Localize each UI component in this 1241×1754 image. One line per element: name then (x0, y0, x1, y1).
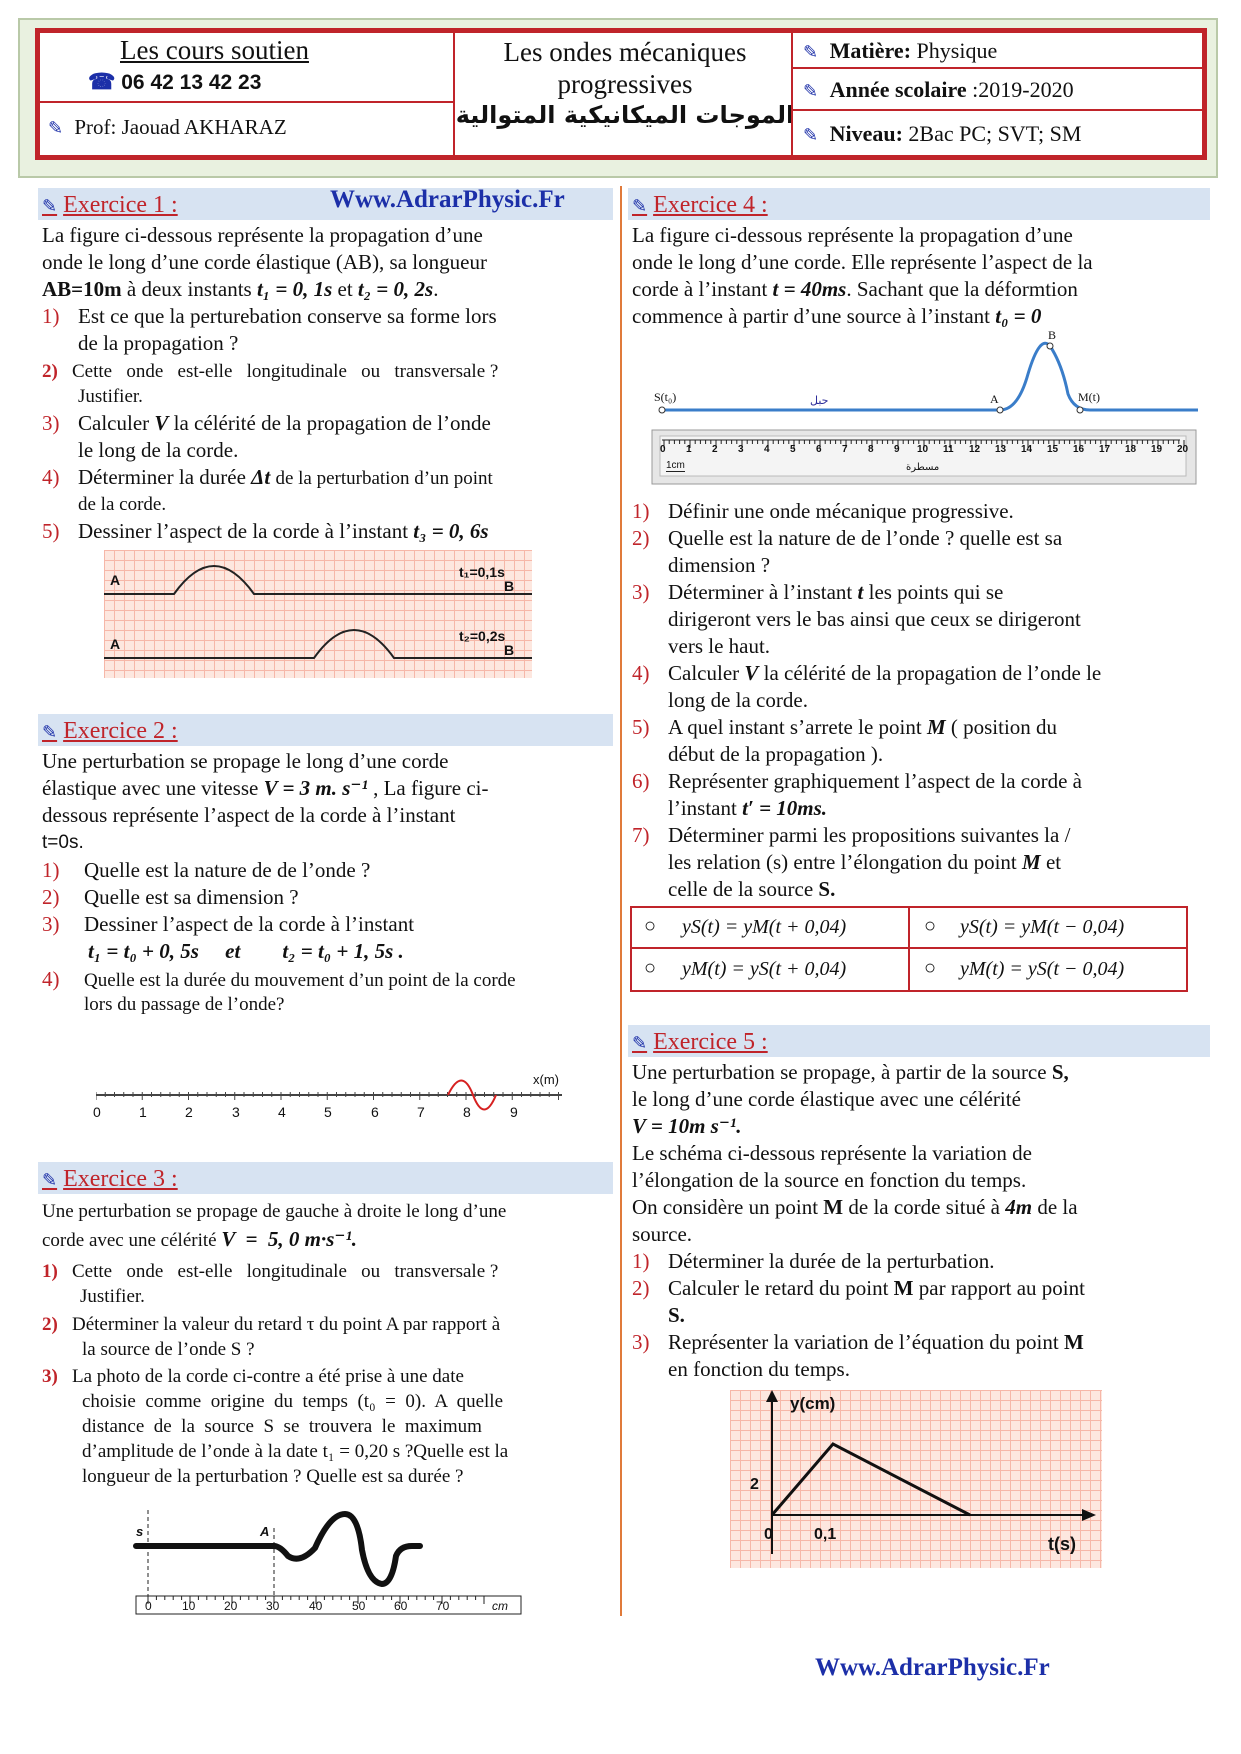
option-cell[interactable] (910, 949, 1186, 990)
ex3-q1: 1) Cette onde est-elle longitudinale ou transversale ? (42, 1261, 499, 1282)
site-link-top[interactable]: Www.AdrarPhysic.Fr (330, 186, 565, 213)
ex5-y-label: y(cm) (790, 1394, 836, 1413)
ex2-figure (93, 1072, 574, 1128)
ex5-q2: 2) Calculer le retard du point M par rapport au point (632, 1276, 1085, 1300)
option-label: yM(t) = yS(t − 0,04) (960, 958, 1125, 980)
niveau-value: 2Bac PC; SVT; SM (908, 121, 1082, 146)
ex4-ruler-label: مسطرة (906, 462, 940, 473)
ex5-figure (730, 1390, 1102, 1568)
ex4-tick: 16 (1073, 444, 1085, 455)
ex4-S: S(t₀) (654, 390, 677, 404)
ex2-title: ✎ Exercice 2 : (42, 718, 178, 744)
ex4-A: A (990, 392, 999, 406)
ex4-tick-labels (650, 444, 1198, 458)
course-title: Les cours soutien (120, 35, 309, 65)
ex5-tick-0: 0 (764, 1526, 773, 1543)
option-label: yM(t) = yS(t + 0,04) (682, 958, 847, 980)
option-label: yS(t) = yM(t − 0,04) (960, 916, 1125, 938)
ex4-tick: 1 (686, 444, 692, 455)
ex4-q3d: vers le haut. (668, 634, 771, 658)
ex4-tick: 14 (1021, 444, 1033, 455)
ex3-q1b: Justifier. (80, 1286, 145, 1307)
ex2-tick: 9 (510, 1104, 518, 1120)
ex4-title: ✎ Exercice 4 : (632, 192, 768, 218)
ex4-tick: 20 (1177, 444, 1189, 455)
annee-label: Année scolaire (829, 77, 967, 102)
ex3-l2: corde avec une célérité V = 5, 0 m·s⁻¹. (42, 1227, 358, 1251)
ex4-tick: 2 (712, 444, 718, 455)
ex2-l3: dessous représente l’aspect de la corde à l’instant (42, 803, 456, 827)
ex3-A: A (260, 1524, 270, 1539)
ex3-title: ✎ Exercice 3 : (42, 1166, 178, 1192)
ex2-tick: 3 (232, 1104, 240, 1120)
ex5-title: ✎ Exercice 5 : (632, 1029, 768, 1055)
option-cell[interactable] (632, 908, 910, 949)
ex4-tick: 11 (943, 444, 954, 455)
ex5-l4: Le schéma ci-dessous représente la variation de (632, 1141, 1032, 1165)
ex1-q2b: Justifier. (78, 386, 143, 407)
radio-icon[interactable]: ○ (644, 915, 657, 937)
prof-name: Jaouad AKHARAZ (121, 115, 287, 139)
ex3-tick-labels (130, 1599, 530, 1615)
ex1-intro3: AB=10m à deux instants t₁ = 0, 1s et t₂ = 0, 2s. (42, 277, 439, 301)
ex4-B: B (1048, 328, 1057, 342)
ex4-tick: 18 (1125, 444, 1137, 455)
prof-cell (38, 101, 455, 157)
header-box (35, 28, 1207, 160)
ex3-q3e: longueur de la perturbation ? Quelle est sa durée ? (82, 1466, 464, 1487)
ex5-graph-svg (730, 1390, 1102, 1568)
ex4-tick: 7 (842, 444, 848, 455)
ex4-q3c: dirigeront vers le bas ainsi que ceux se dirigeront (668, 607, 1081, 631)
ex4-q2b: dimension ? (668, 553, 771, 577)
ex3-figure (130, 1500, 530, 1620)
pencil-icon: ✎ (803, 42, 819, 62)
ex4-tick: 13 (995, 444, 1007, 455)
ex4-cm: 1cm (666, 460, 685, 471)
radio-icon[interactable]: ○ (924, 957, 937, 979)
pencil-icon: ✎ (632, 1033, 648, 1053)
ex2-tick: 1 (139, 1104, 147, 1120)
ex4-l3: corde à l’instant t = 40ms. Sachant que la déformtion (632, 277, 1078, 301)
ex2-q2: 2) Quelle est sa dimension ? (42, 885, 299, 909)
ex2-q3: 3) Dessiner l’aspect de la corde à l’instant (42, 912, 415, 936)
ex4-q6b: l’instant t′ = 10ms. (668, 796, 828, 820)
ex5-l6: On considère un point M de la corde situé à 4m de la (632, 1195, 1078, 1219)
ex2-tick: 6 (371, 1104, 379, 1120)
annee (803, 77, 1074, 103)
ex4-options-table (630, 906, 1188, 992)
ex5-q3c: en fonction du temps. (668, 1357, 850, 1381)
ex2-tick-labels (93, 1104, 574, 1124)
ex2-q4b: lors du passage de l’onde? (84, 994, 285, 1015)
ex2-tick: 0 (93, 1104, 101, 1120)
ex4-l2: onde le long d’une corde. Elle représente l’aspect de la (632, 250, 1093, 274)
ex1-figure (104, 550, 532, 678)
ex5-l3: V = 10m s⁻¹. (632, 1114, 742, 1138)
ex4-tick: 0 (660, 444, 666, 455)
ex3-tick: 10 (182, 1599, 196, 1613)
ex4-tick: 17 (1099, 444, 1111, 455)
ex5-tick-01: 0,1 (814, 1526, 837, 1543)
ex4-tick: 15 (1047, 444, 1059, 455)
ex1-q4: 4) Déterminer la durée Δt de la perturbation d’un point (42, 465, 493, 489)
ex1-A2: A (110, 636, 121, 652)
ex2-l4: t=0s. (42, 832, 84, 853)
ex4-q4: 4) Calculer V la célérité de la propagation de l’onde le (632, 661, 1102, 685)
title-arabic: الموجات الميكانيكية المتوالية (455, 101, 795, 129)
pencil-icon: ✎ (48, 118, 64, 138)
ex1-q4c: de la corde. (78, 494, 167, 515)
annee-value: :2019-2020 (972, 77, 1074, 102)
annee-cell (791, 67, 1204, 111)
ex4-rope-label: حبل (810, 394, 829, 407)
ex2-q3b: t₁ = t₀ + 0, 5s et t₂ = t₀ + 1, 5s . (88, 939, 404, 963)
ex4-q6: 6) Représenter graphiquement l’aspect de la corde à (632, 769, 1082, 793)
ex3-tick: 20 (224, 1599, 238, 1613)
radio-icon[interactable]: ○ (924, 915, 937, 937)
ex5-q2d: S. (668, 1303, 685, 1327)
ex2-l1: Une perturbation se propage le long d’une corde (42, 749, 449, 773)
site-link-bottom[interactable]: Www.AdrarPhysic.Fr (815, 1654, 1050, 1681)
ex3-unit: cm (492, 1599, 508, 1613)
matiere (803, 38, 997, 64)
ex3-l1: Une perturbation se propage de gauche à droite le long d’une (42, 1201, 507, 1222)
ex4-tick: 3 (738, 444, 744, 455)
option-label: yS(t) = yM(t + 0,04) (682, 916, 847, 938)
ex4-q7b: les relation (s) entre l’élongation du point M et (668, 850, 1062, 874)
course-cell (38, 31, 455, 103)
option-cell[interactable] (910, 908, 1186, 949)
ex1-B1: B (504, 578, 515, 594)
ex5-l7: source. (632, 1222, 693, 1246)
ex3-q3c: distance de la source S se trouvera le maximum (82, 1416, 482, 1437)
ex3-tick: 50 (352, 1599, 366, 1613)
pencil-icon: ✎ (803, 81, 819, 101)
ex1-q1: 1) Est ce que la perturebation conserve sa forme lors (42, 304, 497, 328)
phone (88, 69, 261, 95)
ex5-l1: Une perturbation se propage, à partir de la source S, (632, 1060, 1069, 1084)
ex3-tick: 0 (145, 1599, 152, 1613)
ex2-tick: 5 (324, 1104, 332, 1120)
ex1-t2: t₂=0,2s (459, 628, 506, 644)
pencil-icon: ✎ (632, 196, 648, 216)
ex4-tick: 12 (969, 444, 981, 455)
ex5-tick-2: 2 (750, 1476, 759, 1493)
niveau-cell (791, 109, 1204, 157)
ex1-q5: 5) Dessiner l’aspect de la corde à l’instant t₃ = 0, 6s (42, 519, 489, 543)
phone-icon: ☎ (88, 69, 116, 94)
ex4-l1: La figure ci-dessous représente la propagation d’une (632, 223, 1073, 247)
ex3-q3: 3) La photo de la corde ci-contre a été prise à une date (42, 1366, 464, 1387)
ex4-M: M(t) (1078, 390, 1100, 404)
ex3-tick: 70 (436, 1599, 450, 1613)
ex3-q3b: choisie comme origine du temps (t₀ = 0). A quelle (82, 1391, 504, 1412)
ex1-q3b: le long de la corde. (78, 438, 239, 462)
option-cell[interactable] (632, 949, 910, 990)
ex5-q3: 3) Représenter la variation de l’équation du point M (632, 1330, 1084, 1354)
ex4-q4b: long de la corde. (668, 688, 808, 712)
ex1-t1: t₁=0,1s (459, 564, 505, 580)
ex2-q4: 4) Quelle est la durée du mouvement d’un point de la corde (42, 967, 516, 991)
phone-number: 06 42 13 42 23 (121, 71, 262, 94)
pencil-icon: ✎ (42, 1170, 58, 1190)
ex4-q7d: celle de la source S. (668, 877, 836, 901)
title-line2: progressives (557, 69, 693, 99)
title-line1: Les ondes mécaniques (503, 37, 747, 67)
niveau-label: Niveau: (829, 121, 903, 146)
ex1-B2: B (504, 642, 515, 658)
ex4-tick: 19 (1151, 444, 1163, 455)
ex3-q2: 2) Déterminer la valeur du retard τ du point A par rapport à (42, 1314, 501, 1335)
ex4-q7: 7) Déterminer parmi les propositions suivantes la / (632, 823, 1071, 847)
ex4-q2: 2) Quelle est la nature de de l’onde ? quelle est sa (632, 526, 1063, 550)
ex4-q1: 1) Définir une onde mécanique progressive. (632, 499, 1014, 523)
ex4-tick: 10 (917, 444, 929, 455)
ex4-tick: 4 (764, 444, 770, 455)
ex1-title: ✎ Exercice 1 : (42, 192, 178, 218)
ex4-q5c: début de la propagation ). (668, 742, 884, 766)
ex4-tick: 6 (816, 444, 822, 455)
matiere-cell (791, 31, 1204, 69)
ex3-q2b: la source de l’onde S ? (82, 1339, 255, 1360)
ex2-l2: élastique avec une vitesse V = 3 m. s⁻¹ , La figure ci- (42, 776, 489, 800)
ex2-tick: 4 (278, 1104, 286, 1120)
prof (48, 115, 287, 140)
pencil-icon: ✎ (42, 196, 58, 216)
matiere-label: Matière: (829, 38, 912, 63)
ex3-q3d: d’amplitude de l’onde à la date t₁ = 0,20 s ?Quelle est la (82, 1441, 509, 1462)
ex3-s: s (136, 1524, 144, 1539)
ex1-intro1: La figure ci-dessous représente la propagation d’une (42, 223, 483, 247)
pencil-icon: ✎ (803, 125, 819, 145)
ex1-intro2: onde le long d’une corde élastique (AB), sa longueur (42, 250, 487, 274)
ex2-axis-label: x(m) (533, 1072, 559, 1087)
ex2-q1: 1) Quelle est la nature de de l’onde ? (42, 858, 371, 882)
ex3-tick: 30 (266, 1599, 280, 1613)
radio-icon[interactable]: ○ (644, 957, 657, 979)
prof-label: Prof: (74, 115, 117, 139)
title-cell (453, 31, 793, 157)
ex2-tick: 8 (463, 1104, 471, 1120)
matiere-value: Physique (916, 38, 998, 63)
ex4-tick: 5 (790, 444, 796, 455)
ex4-tick: 8 (868, 444, 874, 455)
ex5-l2: le long d’une corde élastique avec une célérité (632, 1087, 1021, 1111)
ex2-tick: 2 (185, 1104, 193, 1120)
ex4-figure (650, 328, 1198, 486)
ex1-q2: 2) Cette onde est-elle longitudinale ou transversale ? (42, 361, 499, 382)
pencil-icon: ✎ (42, 722, 58, 742)
ex1-q3: 3) Calculer V la célérité de la propagation de l’onde (42, 411, 491, 435)
ex5-l5: l’élongation de la source en fonction du temps. (632, 1168, 1027, 1192)
ex5-t-label: t(s) (1048, 1534, 1076, 1554)
ex2-tick: 7 (417, 1104, 425, 1120)
column-divider (620, 186, 622, 1616)
ex4-l4: commence à partir d’une source à l’instant t₀ = 0 (632, 304, 1042, 328)
ex1-A1: A (110, 572, 121, 588)
ex5-q1: 1) Déterminer la durée de la perturbation. (632, 1249, 995, 1273)
ex4-tick: 9 (894, 444, 900, 455)
ex4-q5: 5) A quel instant s’arrete le point M ( position du (632, 715, 1058, 739)
ex3-tick: 40 (309, 1599, 323, 1613)
niveau (803, 121, 1081, 147)
ex3-tick: 60 (394, 1599, 408, 1613)
ex4-q3: 3) Déterminer à l’instant t les points qui se (632, 580, 1004, 604)
ex1-q1b: de la propagation ? (78, 331, 239, 355)
